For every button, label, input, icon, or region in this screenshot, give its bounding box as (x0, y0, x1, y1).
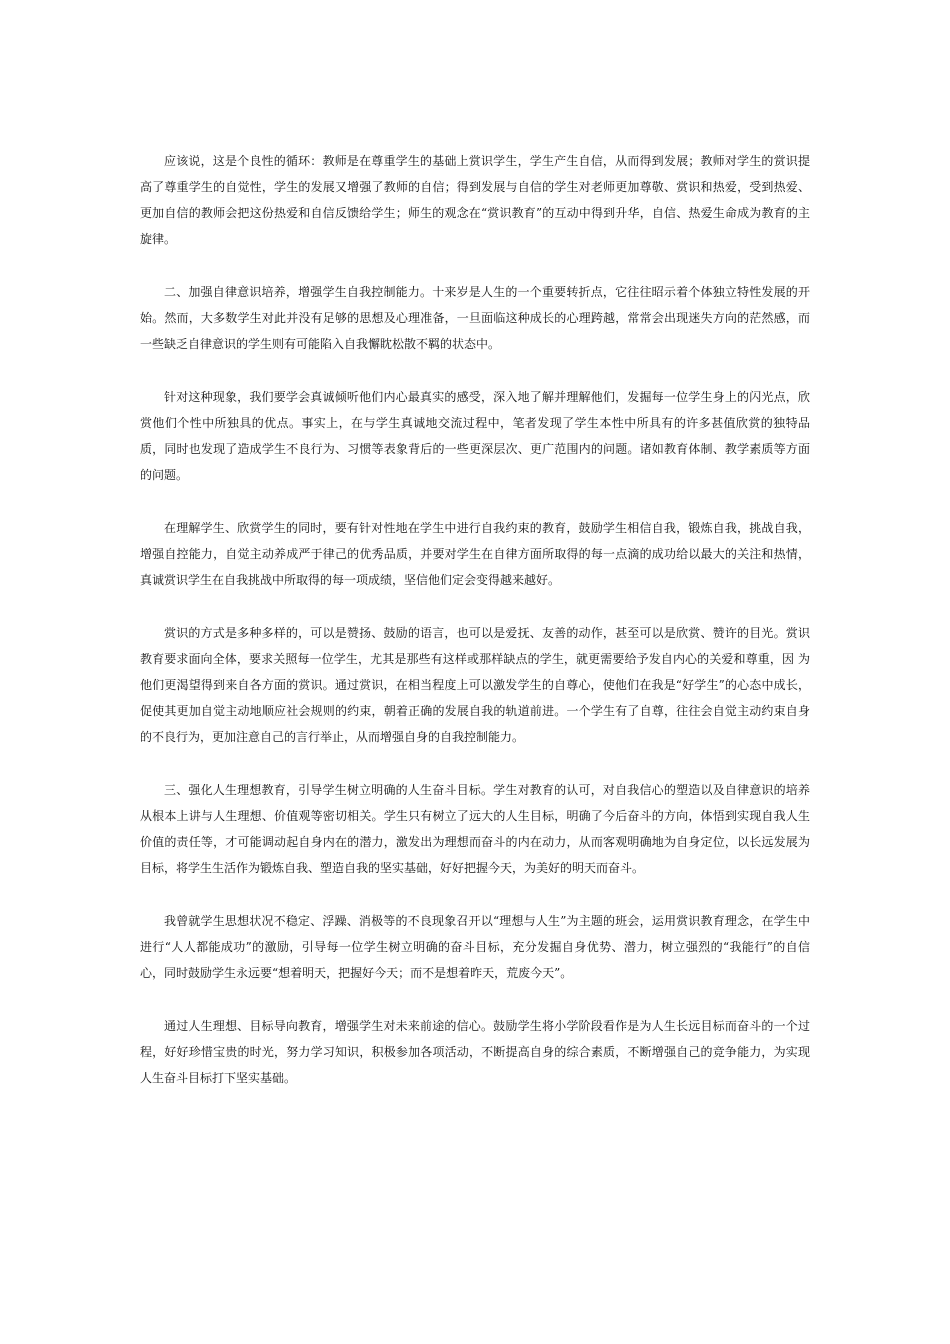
paragraph-6: 三、强化人生理想教育，引导学生树立明确的人生奋斗目标。学生对教育的认可，对自我信心的塑造以及自律意识的培养从根本上讲与人生理想、价值观等密切相关。学生只有树立了远大的人生目标，明确了今后奋斗的方向，体悟到实现自我人生价值的责任等，才可能调动起自身内在的潜力，激发出为理想而奋斗的内在动力，从而客观明确地为自身定位，以长远发展为目标，将学生生活作为锻炼自我、塑造自我的坚实基础，好好把握今天，为美好的明天而奋斗。 (140, 783, 810, 875)
paragraph-7: 我曾就学生思想状况不稳定、浮躁、消极等的不良现象召开以“理想与人生”为主题的班会，运用赏识教育理念，在学生中进行“人人都能成功”的激励，引导每一位学生树立明确的奋斗目标，充分发掘自身优势、潜力，树立强烈的“我能行”的自信心，同时鼓励学生永远要“想着明天，把握好今天；而不是想着昨天，荒废今天”。 (140, 914, 810, 980)
document-body (140, 148, 810, 1118)
paragraph-3: 针对这种现象，我们要学会真诚倾听他们内心最真实的感受，深入地了解并理解他们，发掘每一位学生身上的闪光点，欣赏他们个性中所独具的优点。事实上，在与学生真诚地交流过程中，笔者发现了学生本性中所具有的许多甚值欣赏的独特品质，同时也发现了造成学生不良行为、习惯等表象背后的一些更深层次、更广范围内的问题。诸如教育体制、教学素质等方面的问题。 (140, 390, 810, 482)
paragraph-5: 赏识的方式是多种多样的，可以是赞扬、鼓励的语言，也可以是爱抚、友善的动作，甚至可以是欣赏、赞许的目光。赏识教育要求面向全体，要求关照每一位学生，尤其是那些有这样或那样缺点的学生，就更需要给予发自内心的关爱和尊重，因 为他们更渴望得到来自各方面的赏识。通过赏识，在相当程度上可以激发学生的自尊心，使他们在我是“好学生”的心态中成长，促使其更加自觉主动地顺应社会规则的约束，朝着正确的发展自我的轨道前进。一个学生有了自尊，往往会自觉主动约束自身的不良行为，更加注意自己的言行举止，从而增强自身的自我控制能力。 (140, 626, 810, 744)
paragraph-8: 通过人生理想、目标导向教育，增强学生对未来前途的信心。鼓励学生将小学阶段看作是为人生长远目标而奋斗的一个过程，好好珍惜宝贵的时光，努力学习知识，积极参加各项活动，不断提高自身的综合素质，不断增强自己的竞争能力，为实现人生奋斗目标打下坚实基础。 (140, 1019, 810, 1085)
paragraph-2: 二、加强自律意识培养，增强学生自我控制能力。十来岁是人生的一个重要转折点，它往往昭示着个体独立特性发展的开始。然而，大多数学生对此并没有足够的思想及心理准备，一旦面临这种成长的心理跨越，常常会出现迷失方向的茫然感，而一些缺乏自律意识的学生则有可能陷入自我懈眈松散不羁的状态中。 (140, 285, 810, 351)
paragraph-1: 应该说，这是个良性的循环：教师是在尊重学生的基础上赏识学生，学生产生自信，从而得到发展；教师对学生的赏识提高了尊重学生的自觉性，学生的发展又增强了教师的自信；得到发展与自信的学生对老师更加尊敬、赏识和热爱，受到热爱、更加自信的教师会把这份热爱和自信反馈给学生；师生的观念在“赏识教育”的互动中得到升华，自信、热爱生命成为教育的主旋律。 (140, 154, 810, 246)
paragraph-4: 在理解学生、欣赏学生的同时，要有针对性地在学生中进行自我约束的教育，鼓励学生相信自我，锻炼自我，挑战自我，增强自控能力，自觉主动养成严于律己的优秀品质，并要对学生在自律方面所取得的每一点滴的成功给以最大的关注和热情，真诚赏识学生在自我挑战中所取得的每一项成绩，坚信他们定会变得越来越好。 (140, 521, 810, 587)
